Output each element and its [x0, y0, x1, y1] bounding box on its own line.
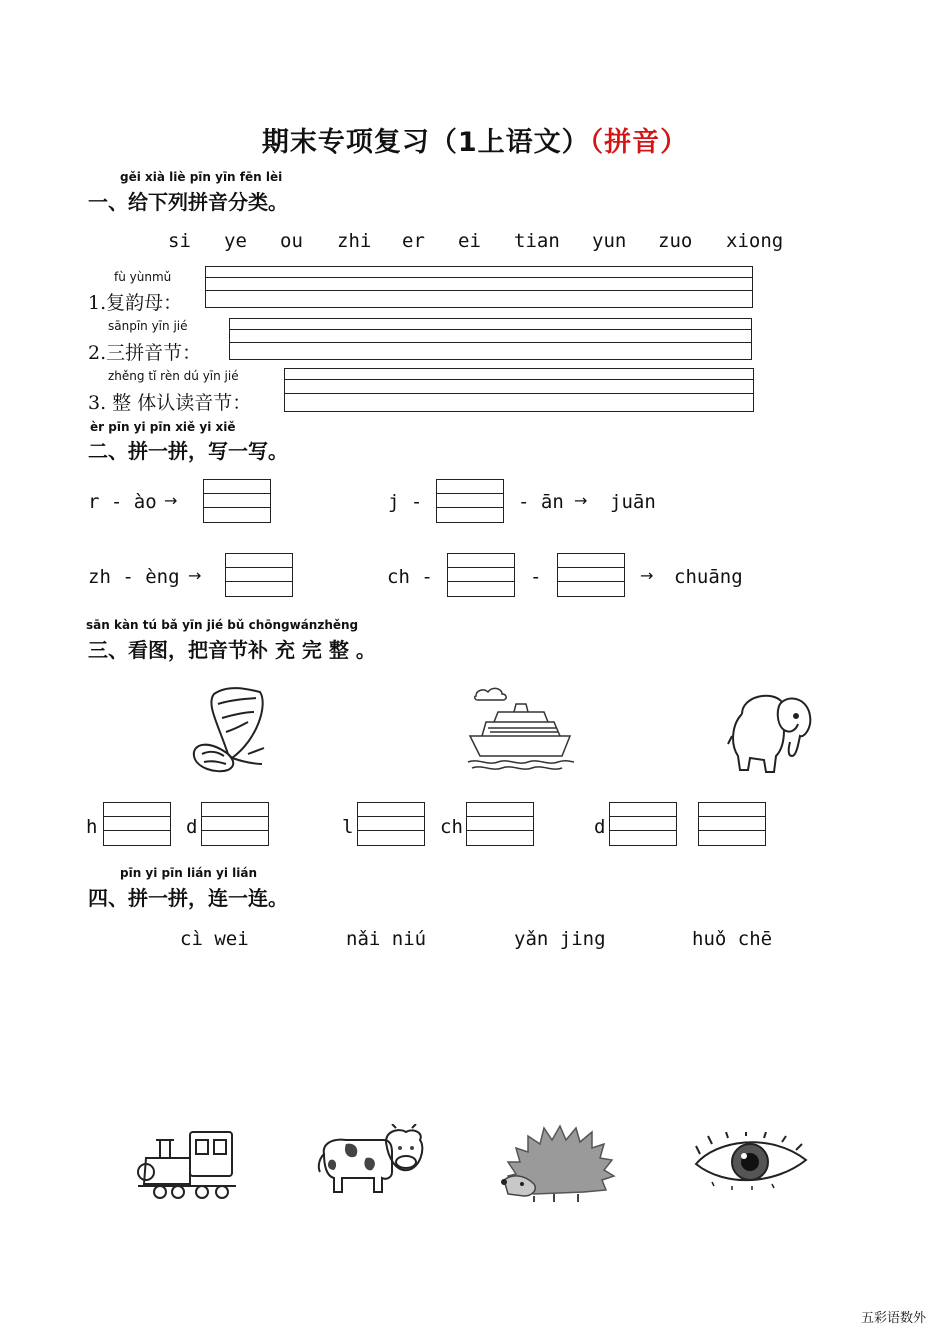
answer-box[interactable]: [609, 802, 677, 846]
s4-pinyin: pīn yi pīn lián yi lián: [120, 866, 257, 880]
eye-icon: [692, 1132, 812, 1192]
answer-box[interactable]: [357, 802, 425, 846]
s3-heading: 三、看图，把音节补 充 完 整 。: [88, 638, 376, 662]
syllable: ei: [458, 230, 481, 252]
s3-pinyin: sān kàn tú bǎ yīn jié bǔ chōngwánzhěng: [86, 618, 359, 632]
s2-heading: 二、拼一拼，写一写。: [88, 439, 288, 463]
s1-pinyin: gěi xià liè pīn yīn fēn lèi: [120, 170, 283, 184]
r1b-right: juān: [610, 491, 656, 513]
answer-box[interactable]: [103, 802, 171, 846]
cow-icon: [316, 1124, 428, 1196]
word: huǒ chē: [692, 928, 773, 950]
page-title: 期末专项复习（1上语文）（拼音）: [261, 127, 689, 158]
r2b-right: chuāng: [674, 566, 743, 588]
ship-icon: [466, 684, 576, 772]
answer-box[interactable]: [436, 479, 504, 523]
footer-brand: 五彩语数外: [860, 1311, 926, 1326]
hedgehog-icon: [494, 1118, 620, 1204]
r1b-left: j -: [388, 491, 423, 513]
title-accent: （拼音）: [589, 127, 689, 158]
r2b-left: ch -: [387, 566, 433, 588]
s3-letter: d: [186, 816, 198, 838]
syllable: zhi: [337, 230, 372, 252]
arrow-icon: →: [640, 566, 654, 585]
syllable: ye: [224, 230, 247, 252]
answer-box[interactable]: [557, 553, 625, 597]
train-icon: [136, 1128, 240, 1200]
item1-pinyin: fù yùnmǔ: [114, 270, 172, 284]
writing-lines-3[interactable]: [284, 368, 754, 412]
item3-pinyin: zhěng tǐ rèn dú yīn jié: [108, 369, 239, 383]
syllable: tian: [514, 230, 560, 252]
answer-box[interactable]: [203, 479, 271, 523]
answer-box[interactable]: [447, 553, 515, 597]
s2-pinyin: èr pīn yi pīn xiě yi xiě: [90, 420, 236, 434]
answer-box[interactable]: [225, 553, 293, 597]
item3-label: 3. 整 体认读音节：: [88, 392, 252, 414]
syllable: zuo: [658, 230, 693, 252]
word: yǎn jing: [514, 928, 606, 950]
word: nǎi niú: [346, 928, 427, 950]
answer-box[interactable]: [466, 802, 534, 846]
writing-lines-2[interactable]: [229, 318, 752, 360]
item1-label: 1.复韵母：: [88, 292, 183, 314]
syllable: yun: [592, 230, 627, 252]
answer-box[interactable]: [698, 802, 766, 846]
s3-letter: h: [86, 816, 98, 838]
s3-letter: ch: [440, 816, 463, 838]
r2b-mid: -: [530, 566, 542, 588]
writing-lines-1[interactable]: [205, 266, 753, 308]
s4-heading: 四、拼一拼，连一连。: [88, 886, 288, 910]
answer-box[interactable]: [201, 802, 269, 846]
item2-label: 2.三拼音节：: [88, 342, 202, 364]
r1a-left: r - ào: [88, 491, 157, 513]
arrow-icon: →: [164, 491, 178, 510]
syllable: er: [402, 230, 425, 252]
elephant-icon: [722, 684, 818, 776]
word: cì wei: [180, 928, 249, 950]
s3-letter: d: [594, 816, 606, 838]
r2a-left: zh - èng: [88, 566, 180, 588]
syllable: ou: [280, 230, 303, 252]
arrow-icon: →: [188, 566, 202, 585]
syllable: si: [168, 230, 191, 252]
syllable: xiong: [726, 230, 784, 252]
arrow-icon: →: [574, 491, 588, 510]
s1-heading: 一、给下列拼音分类。: [88, 190, 288, 214]
butterfly-icon: [188, 684, 270, 776]
r1b-mid: - ān: [518, 491, 564, 513]
item2-pinyin: sānpīn yīn jié: [108, 319, 188, 333]
s3-letter: l: [342, 816, 354, 838]
